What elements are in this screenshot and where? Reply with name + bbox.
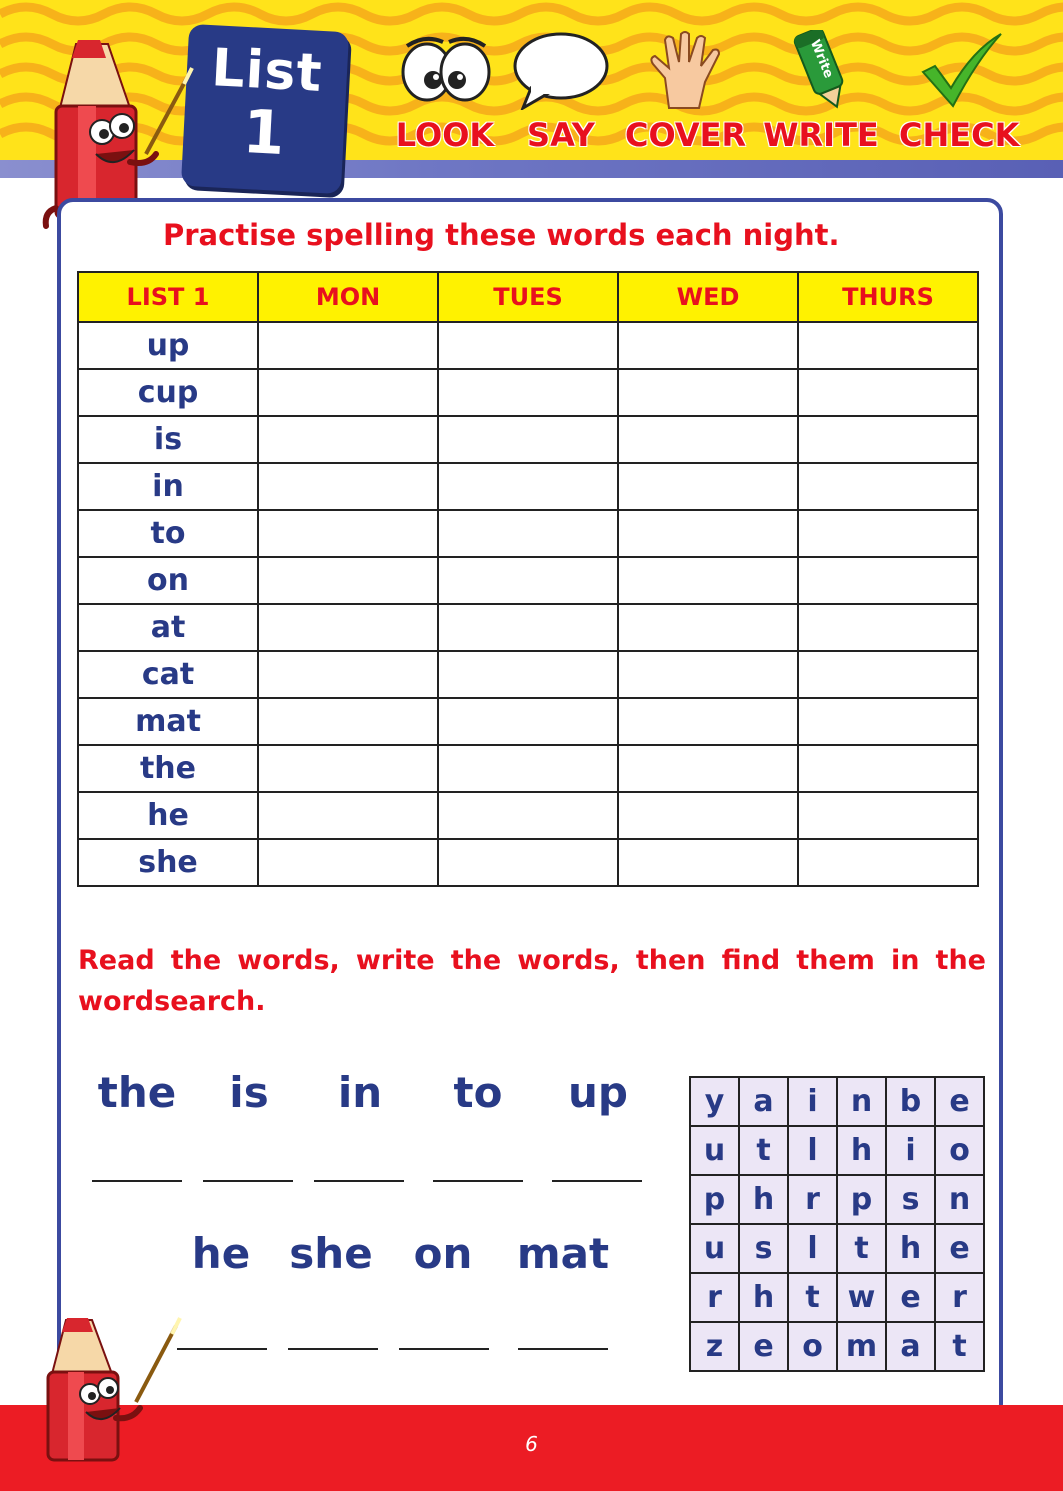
write-cell[interactable]: [798, 322, 978, 369]
writing-line[interactable]: [314, 1180, 404, 1182]
hand-icon: [625, 30, 745, 110]
table-row: [78, 651, 978, 698]
wordsearch-cell[interactable]: s: [739, 1224, 788, 1273]
wordsearch-cell[interactable]: l: [788, 1126, 837, 1175]
wordsearch-cell[interactable]: h: [837, 1126, 886, 1175]
write-cell[interactable]: [438, 557, 618, 604]
step-say: [501, 30, 621, 160]
wordsearch-row: [690, 1322, 984, 1371]
table-row: [78, 698, 978, 745]
write-cell[interactable]: [618, 745, 798, 792]
step-write-label: WRITE: [763, 116, 879, 154]
word-to-write: she: [289, 1229, 373, 1278]
spelling-word: the: [78, 745, 258, 792]
step-cover: [625, 30, 745, 160]
marker-icon: [761, 30, 881, 110]
column-header-list: LIST 1: [78, 272, 258, 322]
write-cell[interactable]: [258, 745, 438, 792]
wordsearch-cell[interactable]: e: [935, 1077, 984, 1126]
write-cell[interactable]: [618, 369, 798, 416]
pencil-mascot-icon: [36, 1316, 186, 1466]
wordsearch-cell[interactable]: h: [886, 1224, 935, 1273]
spelling-word: cat: [78, 651, 258, 698]
table-row: [78, 463, 978, 510]
write-cell[interactable]: [258, 416, 438, 463]
wordsearch-row: [690, 1224, 984, 1273]
page-number: 6: [525, 1432, 538, 1456]
writing-line[interactable]: [177, 1348, 267, 1350]
word-to-write: to: [453, 1068, 503, 1117]
wordsearch-cell[interactable]: p: [837, 1175, 886, 1224]
table-header-row: [78, 272, 978, 322]
write-cell[interactable]: [438, 369, 618, 416]
write-cell[interactable]: [618, 322, 798, 369]
eyes-icon: [385, 30, 505, 110]
speech-bubble-icon: [501, 30, 621, 110]
word-to-write: he: [191, 1229, 251, 1278]
step-cover-label: COVER: [625, 116, 747, 154]
write-cell[interactable]: [798, 651, 978, 698]
write-cell[interactable]: [798, 745, 978, 792]
write-cell[interactable]: [618, 604, 798, 651]
spelling-word: at: [78, 604, 258, 651]
step-say-label: SAY: [527, 116, 595, 154]
spelling-word: is: [78, 416, 258, 463]
write-cell[interactable]: [438, 322, 618, 369]
wordsearch-cell[interactable]: t: [935, 1322, 984, 1371]
wordsearch-cell[interactable]: l: [788, 1224, 837, 1273]
wordsearch-cell[interactable]: r: [935, 1273, 984, 1322]
word-to-write: up: [568, 1068, 628, 1117]
wordsearch-cell[interactable]: r: [788, 1175, 837, 1224]
table-row: [78, 416, 978, 463]
table-row: [78, 322, 978, 369]
look-say-cover-write-check-steps: [395, 30, 1025, 160]
table-row: [78, 792, 978, 839]
write-cell[interactable]: [798, 839, 978, 886]
write-cell[interactable]: [438, 839, 618, 886]
write-cell[interactable]: [438, 651, 618, 698]
spelling-word: she: [78, 839, 258, 886]
wordsearch-cell[interactable]: u: [690, 1224, 739, 1273]
write-cell[interactable]: [618, 463, 798, 510]
wordsearch-row: [690, 1175, 984, 1224]
write-cell[interactable]: [618, 698, 798, 745]
write-cell[interactable]: [438, 463, 618, 510]
writing-line[interactable]: [552, 1180, 642, 1182]
writing-line[interactable]: [518, 1348, 608, 1350]
wordsearch-cell[interactable]: u: [690, 1126, 739, 1175]
column-header-thurs: THURS: [798, 272, 978, 322]
word-to-write: in: [337, 1068, 383, 1117]
writing-line[interactable]: [433, 1180, 523, 1182]
wordsearch-row: [690, 1077, 984, 1126]
wordsearch-cell[interactable]: t: [739, 1126, 788, 1175]
write-cell[interactable]: [798, 416, 978, 463]
table-row: [78, 557, 978, 604]
table-row: [78, 510, 978, 557]
wordsearch-cell[interactable]: s: [886, 1175, 935, 1224]
wordsearch-cell[interactable]: b: [886, 1077, 935, 1126]
word-to-write: the: [97, 1068, 177, 1117]
write-cell[interactable]: [438, 416, 618, 463]
spelling-word: he: [78, 792, 258, 839]
word-to-write: mat: [516, 1229, 610, 1278]
list-badge: [181, 24, 349, 194]
wordsearch-instruction: Read the words, write the words, then find them in the wordsearch.: [78, 945, 986, 1017]
write-cell[interactable]: [258, 792, 438, 839]
write-cell[interactable]: [798, 604, 978, 651]
write-cell[interactable]: [438, 510, 618, 557]
practice-instruction: Practise spelling these words each night.: [163, 218, 840, 252]
wordsearch-cell[interactable]: t: [788, 1273, 837, 1322]
column-header-tues: TUES: [438, 272, 618, 322]
list-badge-number: 1: [241, 96, 287, 170]
wordsearch-cell[interactable]: n: [837, 1077, 886, 1126]
write-cell[interactable]: [258, 510, 438, 557]
write-cell[interactable]: [258, 698, 438, 745]
write-cell[interactable]: [258, 604, 438, 651]
wordsearch-cell[interactable]: h: [739, 1175, 788, 1224]
wordsearch-cell[interactable]: r: [690, 1273, 739, 1322]
spelling-word: on: [78, 557, 258, 604]
wordsearch-cell[interactable]: a: [886, 1322, 935, 1371]
spelling-word: cup: [78, 369, 258, 416]
step-check: [899, 30, 1019, 160]
write-cell[interactable]: [438, 792, 618, 839]
wordsearch-cell[interactable]: e: [739, 1322, 788, 1371]
checkmark-icon: [899, 30, 1019, 110]
table-row: [78, 369, 978, 416]
spelling-practice-table: [77, 271, 979, 887]
table-row: [78, 839, 978, 886]
wordsearch-grid: [689, 1076, 985, 1372]
write-cell[interactable]: [618, 792, 798, 839]
wordsearch-cell[interactable]: a: [739, 1077, 788, 1126]
wordsearch-row: [690, 1273, 984, 1322]
marker-text: Write: [806, 37, 836, 81]
writing-line[interactable]: [203, 1180, 293, 1182]
wordsearch-cell[interactable]: w: [837, 1273, 886, 1322]
table-row: [78, 745, 978, 792]
wordsearch-cell[interactable]: o: [788, 1322, 837, 1371]
word-to-write: is: [229, 1068, 269, 1117]
spelling-word: mat: [78, 698, 258, 745]
writing-line[interactable]: [288, 1348, 378, 1350]
write-cell[interactable]: [798, 698, 978, 745]
wordsearch-row: [690, 1126, 984, 1175]
step-write: [761, 30, 881, 160]
write-cell[interactable]: [258, 369, 438, 416]
wordsearch-cell[interactable]: n: [935, 1175, 984, 1224]
write-cell[interactable]: [618, 557, 798, 604]
wordsearch-cell[interactable]: o: [935, 1126, 984, 1175]
spelling-word: to: [78, 510, 258, 557]
wordsearch-cell[interactable]: p: [690, 1175, 739, 1224]
write-cell[interactable]: [798, 557, 978, 604]
writing-line[interactable]: [399, 1348, 489, 1350]
wordsearch-cell[interactable]: h: [739, 1273, 788, 1322]
wordsearch-cell[interactable]: i: [886, 1126, 935, 1175]
write-cell[interactable]: [618, 416, 798, 463]
write-cell[interactable]: [798, 369, 978, 416]
word-to-write: on: [413, 1229, 473, 1278]
write-cell[interactable]: [798, 463, 978, 510]
wordsearch-cell[interactable]: t: [837, 1224, 886, 1273]
column-header-mon: MON: [258, 272, 438, 322]
column-header-wed: WED: [618, 272, 798, 322]
wordsearch-cell[interactable]: z: [690, 1322, 739, 1371]
wordsearch-cell[interactable]: e: [935, 1224, 984, 1273]
table-row: [78, 604, 978, 651]
step-look-label: LOOK: [395, 116, 495, 154]
write-cell[interactable]: [258, 557, 438, 604]
wordsearch-cell[interactable]: m: [837, 1322, 886, 1371]
write-cell[interactable]: [258, 651, 438, 698]
wordsearch-cell[interactable]: e: [886, 1273, 935, 1322]
write-cell[interactable]: [258, 322, 438, 369]
write-cell[interactable]: [798, 792, 978, 839]
write-cell[interactable]: [438, 698, 618, 745]
list-badge-word: List: [210, 38, 324, 104]
write-cell[interactable]: [438, 745, 618, 792]
write-cell[interactable]: [798, 510, 978, 557]
wordsearch-cell[interactable]: i: [788, 1077, 837, 1126]
write-cell[interactable]: [258, 839, 438, 886]
spelling-word: up: [78, 322, 258, 369]
write-cell[interactable]: [618, 651, 798, 698]
spelling-word: in: [78, 463, 258, 510]
write-cell[interactable]: [258, 463, 438, 510]
wordsearch-cell[interactable]: y: [690, 1077, 739, 1126]
step-look: [385, 30, 505, 160]
write-cell[interactable]: [618, 839, 798, 886]
writing-line[interactable]: [92, 1180, 182, 1182]
write-cell[interactable]: [618, 510, 798, 557]
write-cell[interactable]: [438, 604, 618, 651]
step-check-label: CHECK: [899, 116, 1020, 154]
